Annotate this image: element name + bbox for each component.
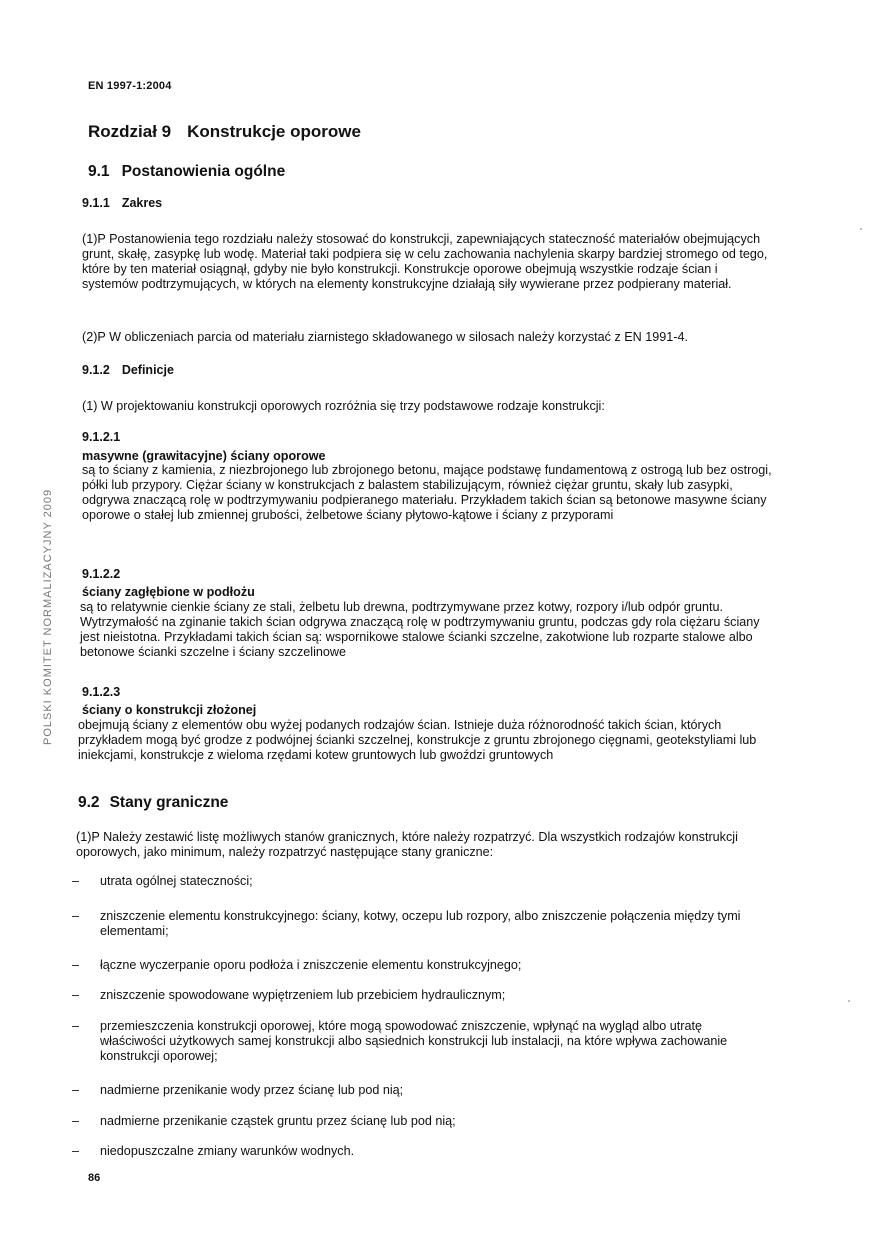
page-number: 86 (88, 1172, 101, 1184)
chapter-number: Rozdział 9 (88, 122, 172, 141)
section-number: 9.1 (88, 163, 110, 180)
list-dash: – (72, 988, 80, 1002)
list-item-text: utrata ogólnej stateczności; (100, 874, 253, 888)
definitions-intro: (1) W projektowaniu konstrukcji oporowych rozróżnia się trzy podstawowe rodzaje konstrukcji: (82, 399, 605, 413)
list-dash: – (72, 1083, 80, 1097)
definition-3-number: 9.1.2.3 (82, 685, 121, 699)
list-dash: – (72, 1019, 80, 1033)
list-item-text: nadmierne przenikanie cząstek gruntu przez ścianę lub pod nią; (100, 1114, 456, 1128)
list-item-text: zniszczenie spowodowane wypiętrzeniem lub przebiciem hydraulicznym; (100, 988, 506, 1002)
scan-speck (848, 1000, 850, 1002)
chapter-heading (88, 122, 361, 142)
side-watermark: POLSKI KOMITET NORMALIZACYJNY 2009 (42, 488, 54, 745)
list-dash: – (72, 1144, 80, 1158)
list-item-text: zniszczenie elementu konstrukcyjnego: ściany, kotwy, oczepu lub rozpory, albo zniszczenie połączenia między tymi elementami; (100, 909, 741, 938)
definition-3-term: ściany o konstrukcji złożonej (82, 703, 257, 717)
definition-2-text: są to relatywnie cienkie ściany ze stali, żelbetu lub drewna, podtrzymywane przez kotwy, rozpory i/lub odpór gruntu. Wytrzymałość na zginanie takich ścian odgrywa znaczącą rolę w podtrzymywaniu gruntu, podczas gdy rola ciężaru ściany jest nieistotna. Przykładami takich ścian są: wspornikowe stalowe ścianki szczelne, zakotwione lub rozparte stalowe albo betonowe ścianki szczelne i ściany szczelinowe (80, 600, 760, 659)
limit-states-intro: (1)P Należy zestawić listę możliwych stanów granicznych, które należy rozpatrzyć. Dla wszystkich rodzajów konstrukcji oporowych, jako minimum, należy rozpatrzyć następujące stany graniczne: (76, 830, 738, 859)
section-title: Postanowienia ogólne (121, 163, 286, 180)
definition-3-text: obejmują ściany z elementów obu wyżej podanych rodzajów ścian. Istnieje duża różnorodność takich ścian, których przykładem mogą być grodze z podwójnej ścianki szczelnej, konstrukcje z gruntu zbrojonego cięgnami, geotekstyliami lub iniekcjami, konstrukcje z wieloma rzędami kotew gruntowych lub gwoździ gruntowych (78, 718, 757, 762)
section-number: 9.2 (78, 794, 100, 811)
scope-paragraph-2: (2)P W obliczeniach parcia od materiału ziarnistego składowanego w silosach należy korzystać z EN 1991-4. (82, 330, 688, 344)
subsection-title: Definicje (121, 363, 174, 377)
definition-2-term: ściany zagłębione w podłożu (82, 585, 255, 599)
definition-2-number: 9.1.2.2 (82, 567, 121, 581)
list-item-text: nadmierne przenikanie wody przez ścianę lub pod nią; (100, 1083, 404, 1097)
list-item-text: niedopuszczalne zmiany warunków wodnych. (100, 1144, 355, 1158)
scan-speck (860, 228, 862, 230)
section-9-2-heading (78, 794, 228, 812)
subsection-number: 9.1.1 (82, 196, 110, 210)
list-dash: – (72, 1114, 80, 1128)
section-title: Stany graniczne (109, 794, 229, 811)
list-dash: – (72, 909, 80, 923)
scope-paragraph-1: (1)P Postanowienia tego rozdziału należy stosować do konstrukcji, zapewniających stateczność materiałów obejmujących grunt, skałę, zasypkę lub wodę. Materiał taki podpiera się w celu zachowania nachylenia skarpy bardziej stromego od tego, które by ten materiał osiągnął, gdyby nie było konstrukcji. Konstrukcje oporowe obejmują wszystkie rodzaje ścian i systemów podtrzymujących, w których na elementy konstrukcyjne działają siły wywierane przez podpierany materiał. (82, 232, 768, 291)
standard-header: EN 1997-1:2004 (88, 80, 172, 92)
list-item-text: przemieszczenia konstrukcji oporowej, które mogą spowodować zniszczenie, wpłynąć na wygląd albo utratę właściwości użytkowych samej konstrukcji albo sąsiednich konstrukcji lub instalacji, na które wpływa zachowanie konstrukcji oporowej; (100, 1019, 728, 1063)
list-item-text: łączne wyczerpanie oporu podłoża i zniszczenie elementu konstrukcyjnego; (100, 958, 522, 972)
section-9-1-1-heading (82, 196, 162, 210)
definition-1-term: masywne (grawitacyjne) ściany oporowe (82, 449, 326, 463)
section-9-1-heading (88, 163, 285, 181)
section-9-1-2-heading (82, 363, 174, 377)
definition-1-number: 9.1.2.1 (82, 430, 121, 444)
list-dash: – (72, 874, 80, 888)
chapter-title: Konstrukcje oporowe (187, 122, 361, 141)
list-dash: – (72, 958, 80, 972)
subsection-number: 9.1.2 (82, 363, 110, 377)
definition-1-text: są to ściany z kamienia, z niezbrojonego lub zbrojonego betonu, mające podstawę fundamentową z ostrogą lub bez ostrogi, półki lub przypory. Ciężar ściany w konstrukcjach z balastem stabilizującym, również ciężar gruntu, skały lub zasypki, odgrywa znaczącą rolę w podtrzymywaniu podpieranego materiału. Przykładem takich ścian są betonowe masywne ściany oporowe o stałej lub zmiennej grubości, żelbetowe ściany płytowo-kątowe i ściany z przyporami (82, 463, 772, 522)
subsection-title: Zakres (121, 196, 163, 210)
